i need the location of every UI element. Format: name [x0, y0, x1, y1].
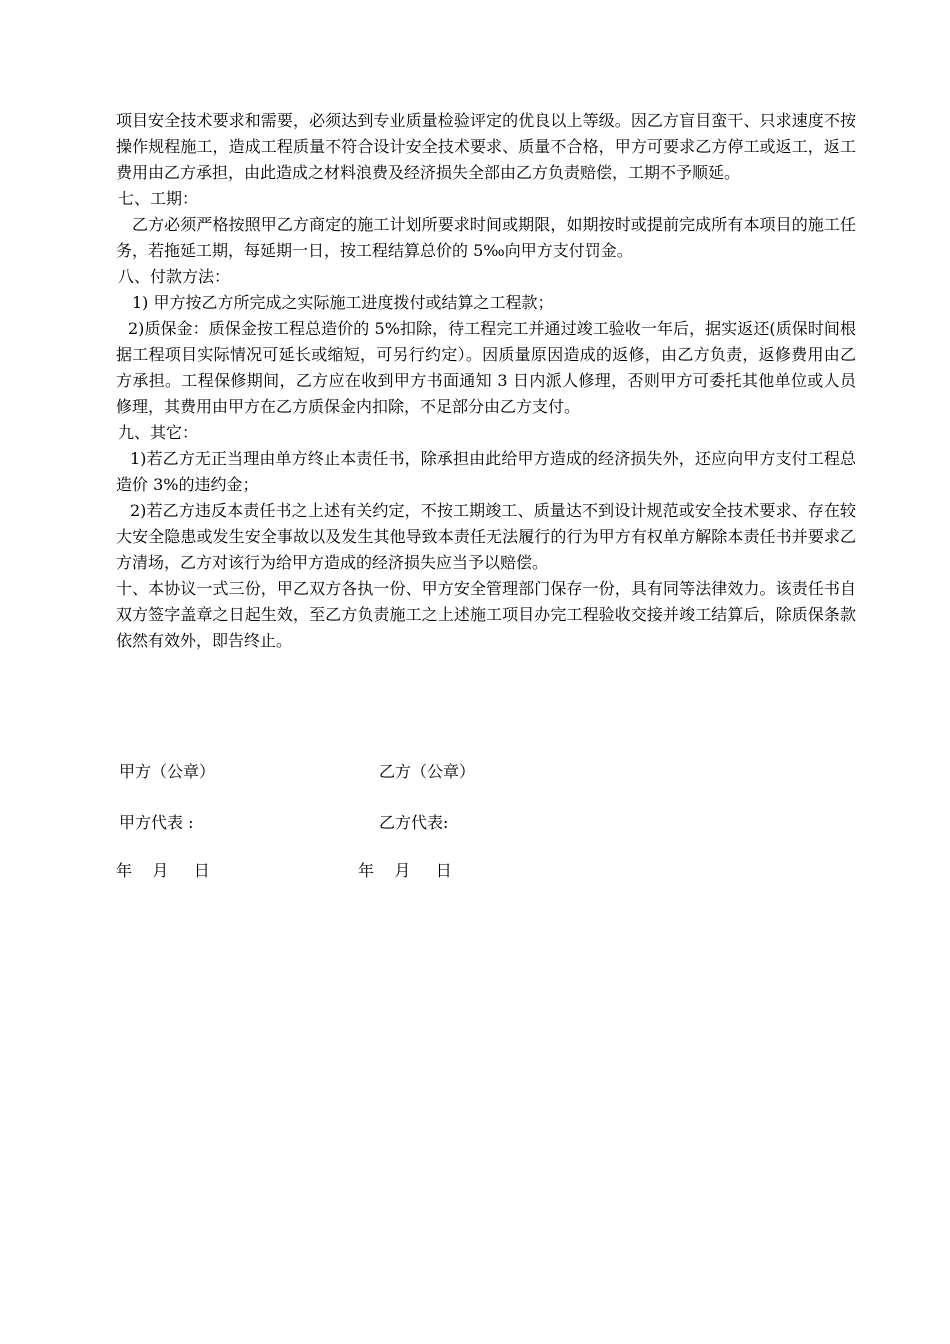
party-a-seal-label: 甲方（公章） [119, 762, 216, 781]
clause-6-continued: 项目安全技术要求和需要，必须达到专业质量检验评定的优良以上等级。因乙方盲目蛮干、只求速度不按操作规程施工，造成工程质量不符合设计安全技术要求、质量不合格，甲方可要求乙方停工或返工，返工费用由乙方承担，由此造成之材料浪费及经济损失全部由乙方负责赔偿，工期不予顺延。 [116, 111, 856, 182]
clause-8-item-2: 2)质保金：质保金按工程总造价的 5%扣除，待工程完工并通过竣工验收一年后，据实返还(质保时间根据工程项目实际情况可延长或缩短，可另行约定）。因质量原因造成的返修，由乙方负责，返修费用由乙方承担。工程保修期间，乙方应在收到甲方书面通知 3 日内派人修理，否则甲方可委托其他单位或人员修理，其费用由甲方在乙方质保金内扣除，不足部分由乙方支付。 [116, 319, 856, 416]
clause-9-item-2: 2)若乙方违反本责任书之上述有关约定，不按工期竣工、质量达不到设计规范或安全技术要求、存在较大安全隐患或发生安全事故以及发生其他导致本责任无法履行的行为甲方有权单方解除本责任书并要求乙方清场，乙方对该行为给甲方造成的经济损失应当予以赔偿。 [116, 501, 856, 572]
document-body [116, 108, 856, 654]
party-a-representative-label: 甲方代表 : [119, 813, 194, 832]
clause-9-heading: 九、其它： [118, 423, 199, 442]
clause-8-item-1: 1) 甲方按乙方所完成之实际施工进度拨付或结算之工程款； [132, 293, 554, 312]
party-b-representative-label: 乙方代表: [379, 813, 449, 832]
party-b-date-label: 年 月 日 [358, 861, 452, 880]
clause-9-item-1: 1)若乙方无正当理由单方终止本责任书，除承担由此给甲方造成的经济损失外，还应向甲方支付工程总造价 3%的违约金； [116, 449, 856, 494]
party-a-date-label: 年 月 日 [116, 861, 210, 880]
clause-7-text: 乙方必须严格按照甲乙方商定的施工计划所要求时间或期限，如期按时或提前完成所有本项目的施工任务，若拖延工期，每延期一日，按工程结算总价的 5‰向甲方支付罚金。 [116, 215, 856, 260]
party-b-seal-label: 乙方（公章） [379, 762, 476, 781]
clause-10-text: 十、本协议一式三份，甲乙双方各执一份、甲方安全管理部门保存一份，具有同等法律效力。该责任书自双方签字盖章之日起生效，至乙方负责施工之上述施工项目办完工程验收交接并竣工结算后，除质保条款依然有效外，即告终止。 [116, 579, 856, 650]
clause-8-heading: 八、付款方法： [118, 267, 231, 286]
clause-7-heading: 七、工期： [118, 189, 199, 208]
